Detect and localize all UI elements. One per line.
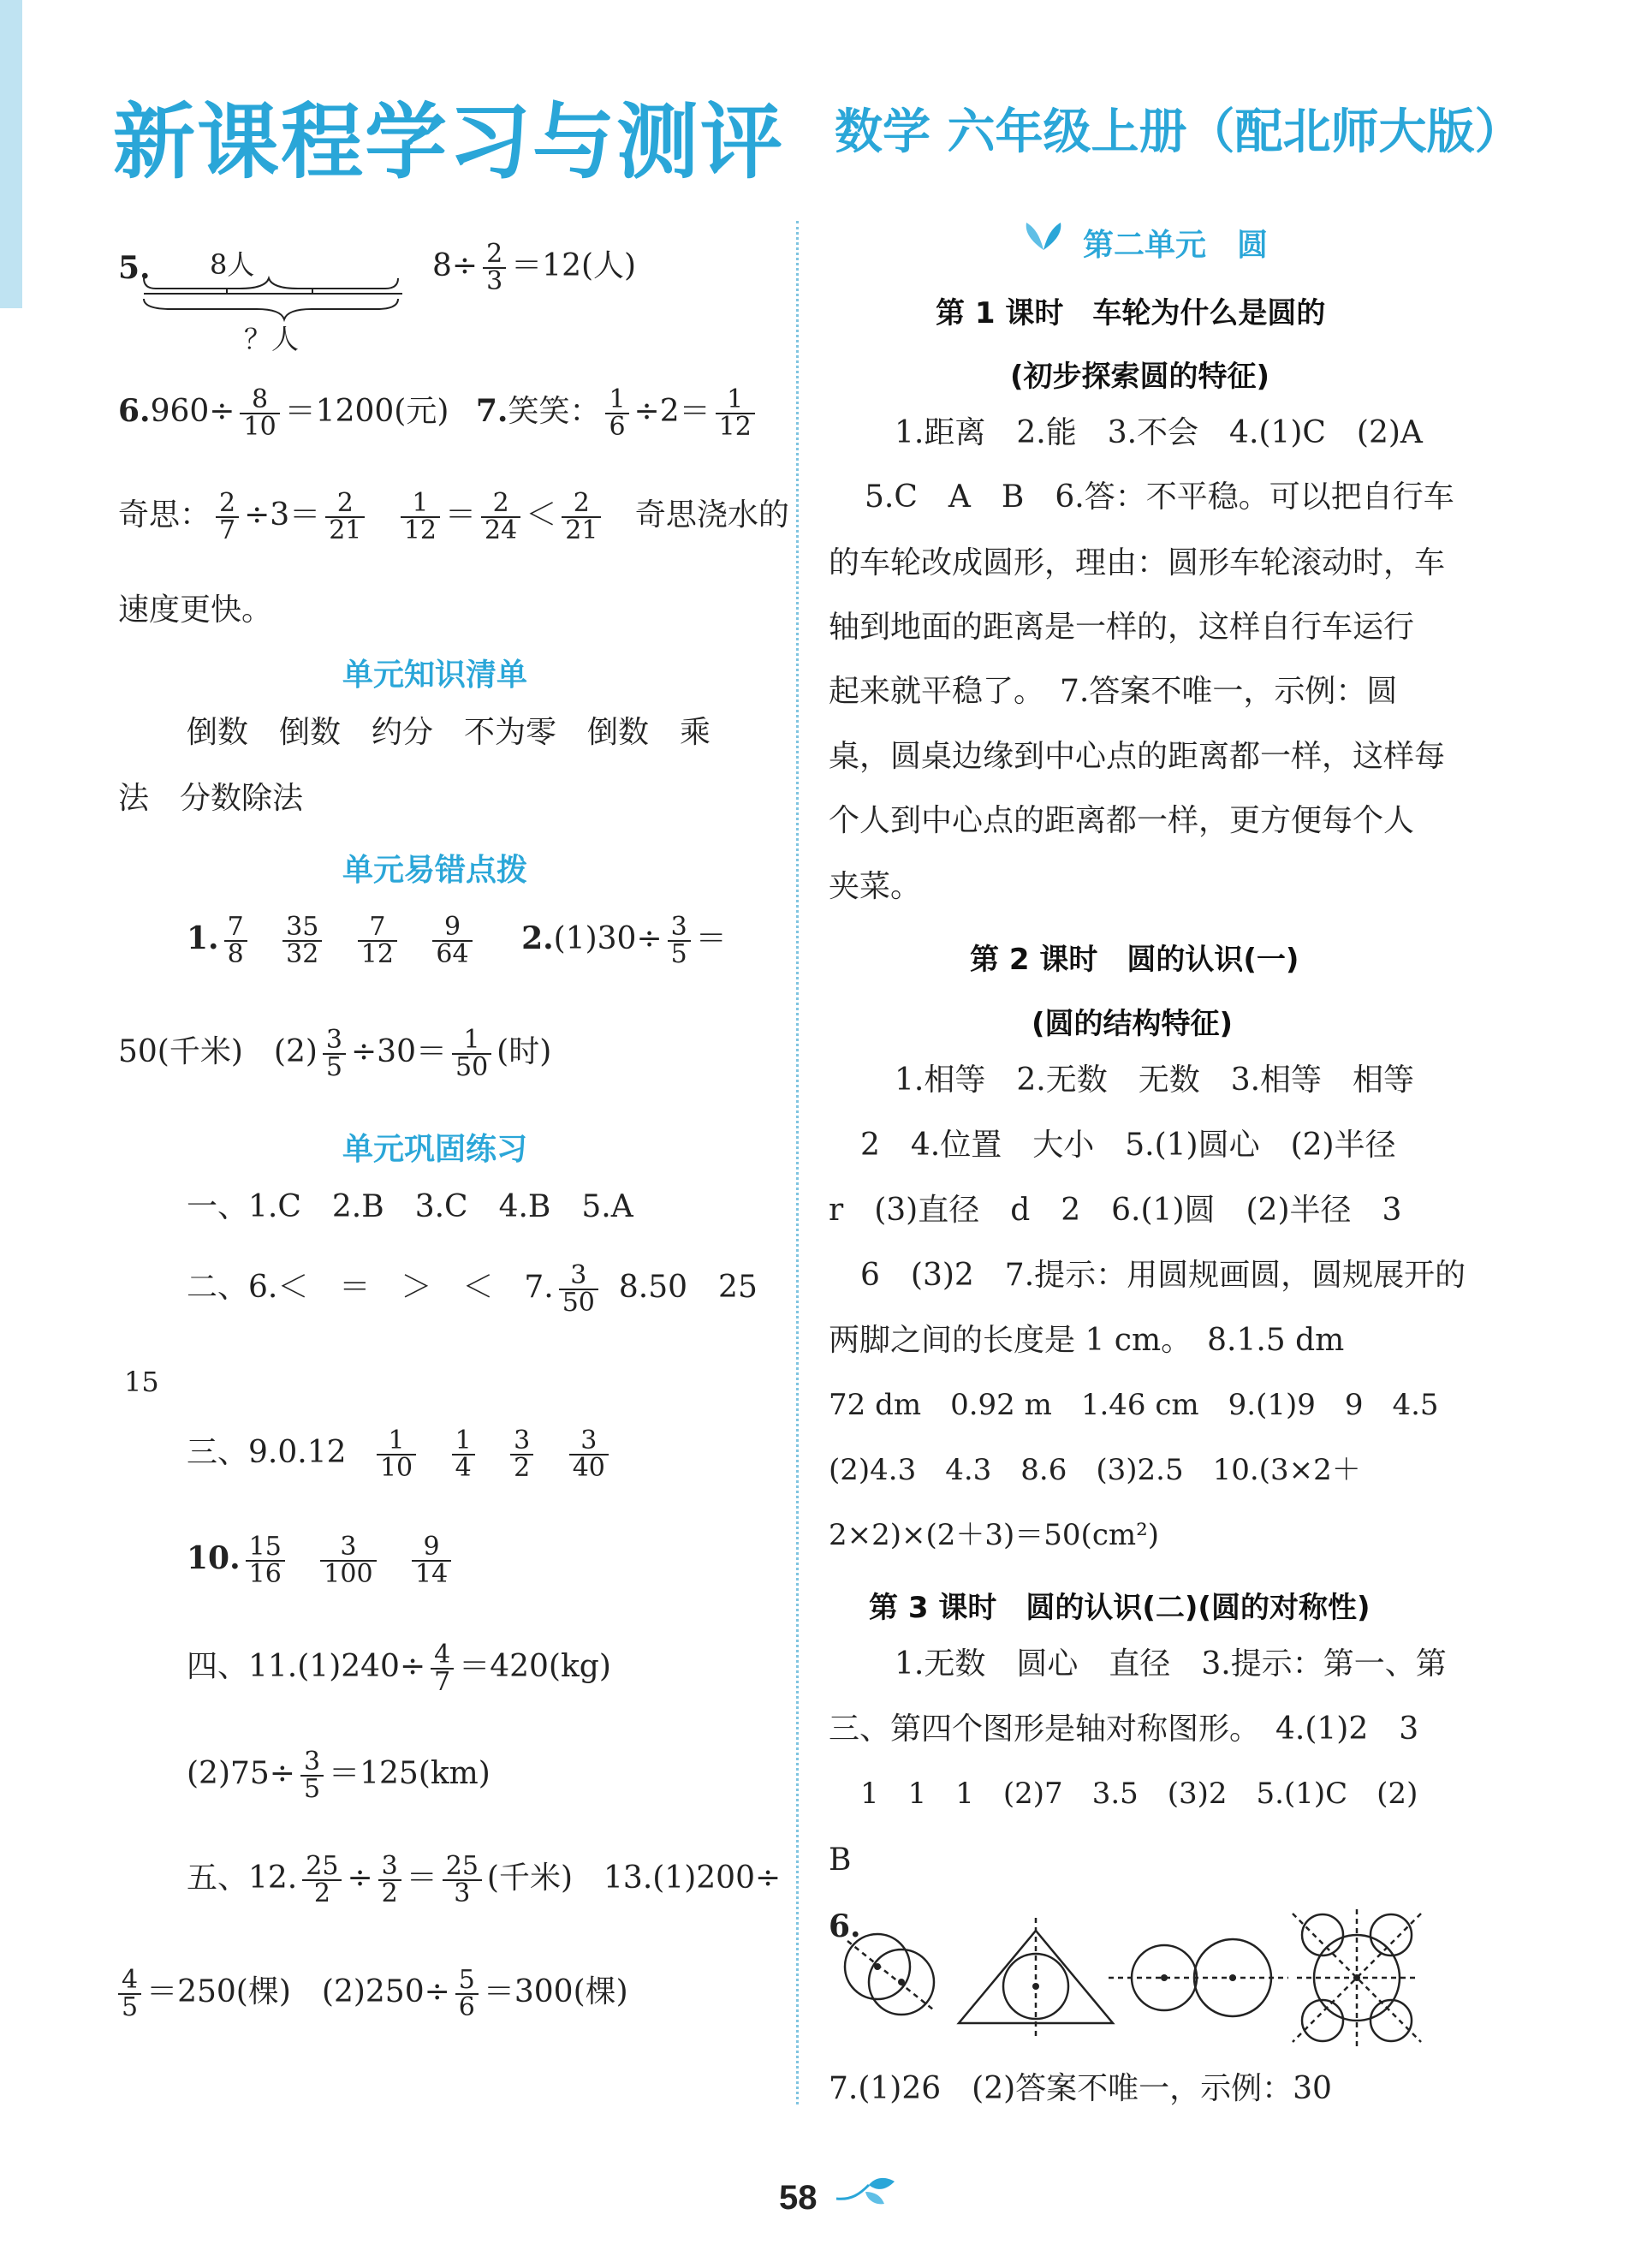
heading-unit-errors: 单元易错点拨 <box>342 853 528 888</box>
lesson1-line: 的车轮改成圆形，理由：圆形车轮滚动时，车 <box>829 545 1446 580</box>
symmetry-figures-diagram <box>843 1896 1442 2051</box>
practice-line-2: 二、6.＜ ＝ ＞ ＜ 7. $\frac{3}{50}$ 8.50 25 <box>187 1260 758 1318</box>
q6-q7-line: 6.960÷ $\frac{8}{10}$ ＝1200(元) 7.笑笑： $\frac{1}{6}$ ÷2＝ $\frac{1}{12}$ <box>118 387 760 440</box>
book-subject-title: 数学 六年级上册（配北师大版） <box>835 104 1523 160</box>
qisi-line: 奇思： $\frac{2}{7}$ ÷3＝ $\frac{2}{21}$ $\frac{1}{12}$ ＝ $\frac{2}{24}$ ＜ $\frac{2}{21}$ 奇思浇水的 <box>118 488 789 545</box>
practice-line-3: 15 <box>124 1366 159 1398</box>
lesson2-line: (2)4.3 4.3 8.6 (3)2.5 10.(3×2＋ <box>829 1453 1361 1487</box>
heading-unit-knowledge: 单元知识清单 <box>342 658 528 693</box>
practice-line-8: 五、12. $\frac{25}{2}$ ÷ $\frac{3}{2}$ ＝ $\frac{25}{3}$ (千米) 13.(1)200÷ <box>187 1851 782 1908</box>
practice-line-9: $\frac{4}{5}$ ＝250(棵) (2)250÷ $\frac{5}{6}$ ＝300(棵) <box>118 1967 628 2021</box>
practice-line-6: 四、11.(1)240÷ $\frac{4}{7}$ ＝420(kg) <box>187 1640 611 1697</box>
side-color-strip <box>0 0 22 308</box>
lesson2-line: 72 dm 0.92 m 1.46 cm 9.(1)9 9 4.5 <box>829 1388 1439 1422</box>
lesson3-line: 1.无数 圆心 直径 3.提示：第一、第 <box>895 1646 1447 1682</box>
q5-brace-diagram <box>137 248 411 330</box>
lesson1-line: 桌，圆桌边缘到中心点的距离都一样，这样每 <box>829 739 1446 774</box>
lesson1-line: 1.距离 2.能 3.不会 4.(1)C (2)A <box>895 415 1423 450</box>
book-brand-title: 新课程学习与测评 <box>113 94 784 190</box>
q6-label: 6. <box>829 1908 861 1944</box>
q5-equation: 8÷ $\frac{2}{3}$ ＝12(人) <box>432 239 637 296</box>
errors-line-1: 1. $\frac{7}{8}$ $\frac{35}{32}$ $\frac{7}{12}$ $\frac{9}{64}$ 2.(1)30÷ $\frac{3}{5}$ ＝ <box>187 912 727 969</box>
practice-line-1: 一、1.C 2.B 3.C 4.B 5.A <box>187 1189 633 1224</box>
practice-line-7: (2)75÷ $\frac{3}{5}$ ＝125(km) <box>187 1747 491 1804</box>
lesson1-line: 轴到地面的距离是一样的，这样自行车运行 <box>829 610 1415 645</box>
lesson2-line: 1.相等 2.无数 无数 3.相等 相等 <box>895 1063 1415 1098</box>
lesson1-line: 个人到中心点的距离都一样，更方便每个人 <box>829 803 1415 838</box>
errors-line-2: 50(千米) (2) $\frac{3}{5}$ ÷30＝ $\frac{1}{50}$ (时) <box>118 1025 552 1082</box>
speed-faster-line: 速度更快。 <box>118 592 273 628</box>
unit-title: 第二单元 圆 <box>1083 228 1269 263</box>
heading-unit-practice: 单元巩固练习 <box>342 1132 528 1167</box>
q7-line: 7.(1)26 (2)答案不唯一，示例：30 <box>829 2071 1332 2106</box>
lesson1-line: 5.C A B 6.答：不平稳。可以把自行车 <box>865 479 1454 515</box>
lesson2-title: 第 2 课时 圆的认识(一) <box>970 943 1299 977</box>
column-divider <box>796 221 799 2104</box>
lesson1-title: 第 1 课时 车轮为什么是圆的 <box>936 296 1326 330</box>
lesson1-subtitle: (初步探索圆的特征) <box>1010 360 1270 394</box>
lesson2-line: 6 (3)2 7.提示：用圆规画圆，圆规展开的 <box>860 1258 1466 1293</box>
lesson3-line: 三、第四个图形是轴对称图形。 4.(1)2 3 <box>829 1711 1419 1747</box>
q5-label: 5. <box>118 250 151 286</box>
lesson2-subtitle: (圆的结构特征) <box>1032 1007 1234 1041</box>
footer-leaf-icon <box>835 2175 903 2209</box>
q5-bottom-label: ？人 <box>244 323 300 355</box>
page-number: 58 <box>779 2179 818 2217</box>
knowledge-line-2: 法 分数除法 <box>118 781 304 816</box>
lesson1-line: 夹菜。 <box>829 869 922 904</box>
lesson2-line: 两脚之间的长度是 1 cm。 8.1.5 dm <box>829 1323 1345 1358</box>
lesson3-line: 1 1 1 (2)7 3.5 (3)2 5.(1)C (2) <box>860 1777 1418 1811</box>
lesson2-line: r (3)直径 d 2 6.(1)圆 (2)半径 3 <box>829 1193 1402 1228</box>
lesson2-line: 2 4.位置 大小 5.(1)圆心 (2)半径 <box>860 1128 1396 1163</box>
lesson3-title: 第 3 课时 圆的认识(二)(圆的对称性) <box>869 1591 1371 1625</box>
leaf-icon <box>1023 221 1064 252</box>
lesson3-line: B <box>829 1842 852 1878</box>
practice-line-4: 三、9.0.12 $\frac{1}{10}$ $\frac{1}{4}$ $\frac{3}{2}$ $\frac{3}{40}$ <box>187 1428 614 1481</box>
lesson1-line: 起来就平稳了。 7.答案不唯一，示例：圆 <box>829 674 1398 709</box>
practice-line-5: 10. $\frac{15}{16}$ $\frac{3}{100}$ $\frac{9}{14}$ <box>187 1534 456 1587</box>
lesson2-line: 2×2)×(2＋3)＝50(cm²) <box>829 1518 1160 1552</box>
knowledge-line-1: 倒数 倒数 约分 不为零 倒数 乘 <box>187 715 711 750</box>
q5-top-label: 8人 <box>210 248 255 281</box>
